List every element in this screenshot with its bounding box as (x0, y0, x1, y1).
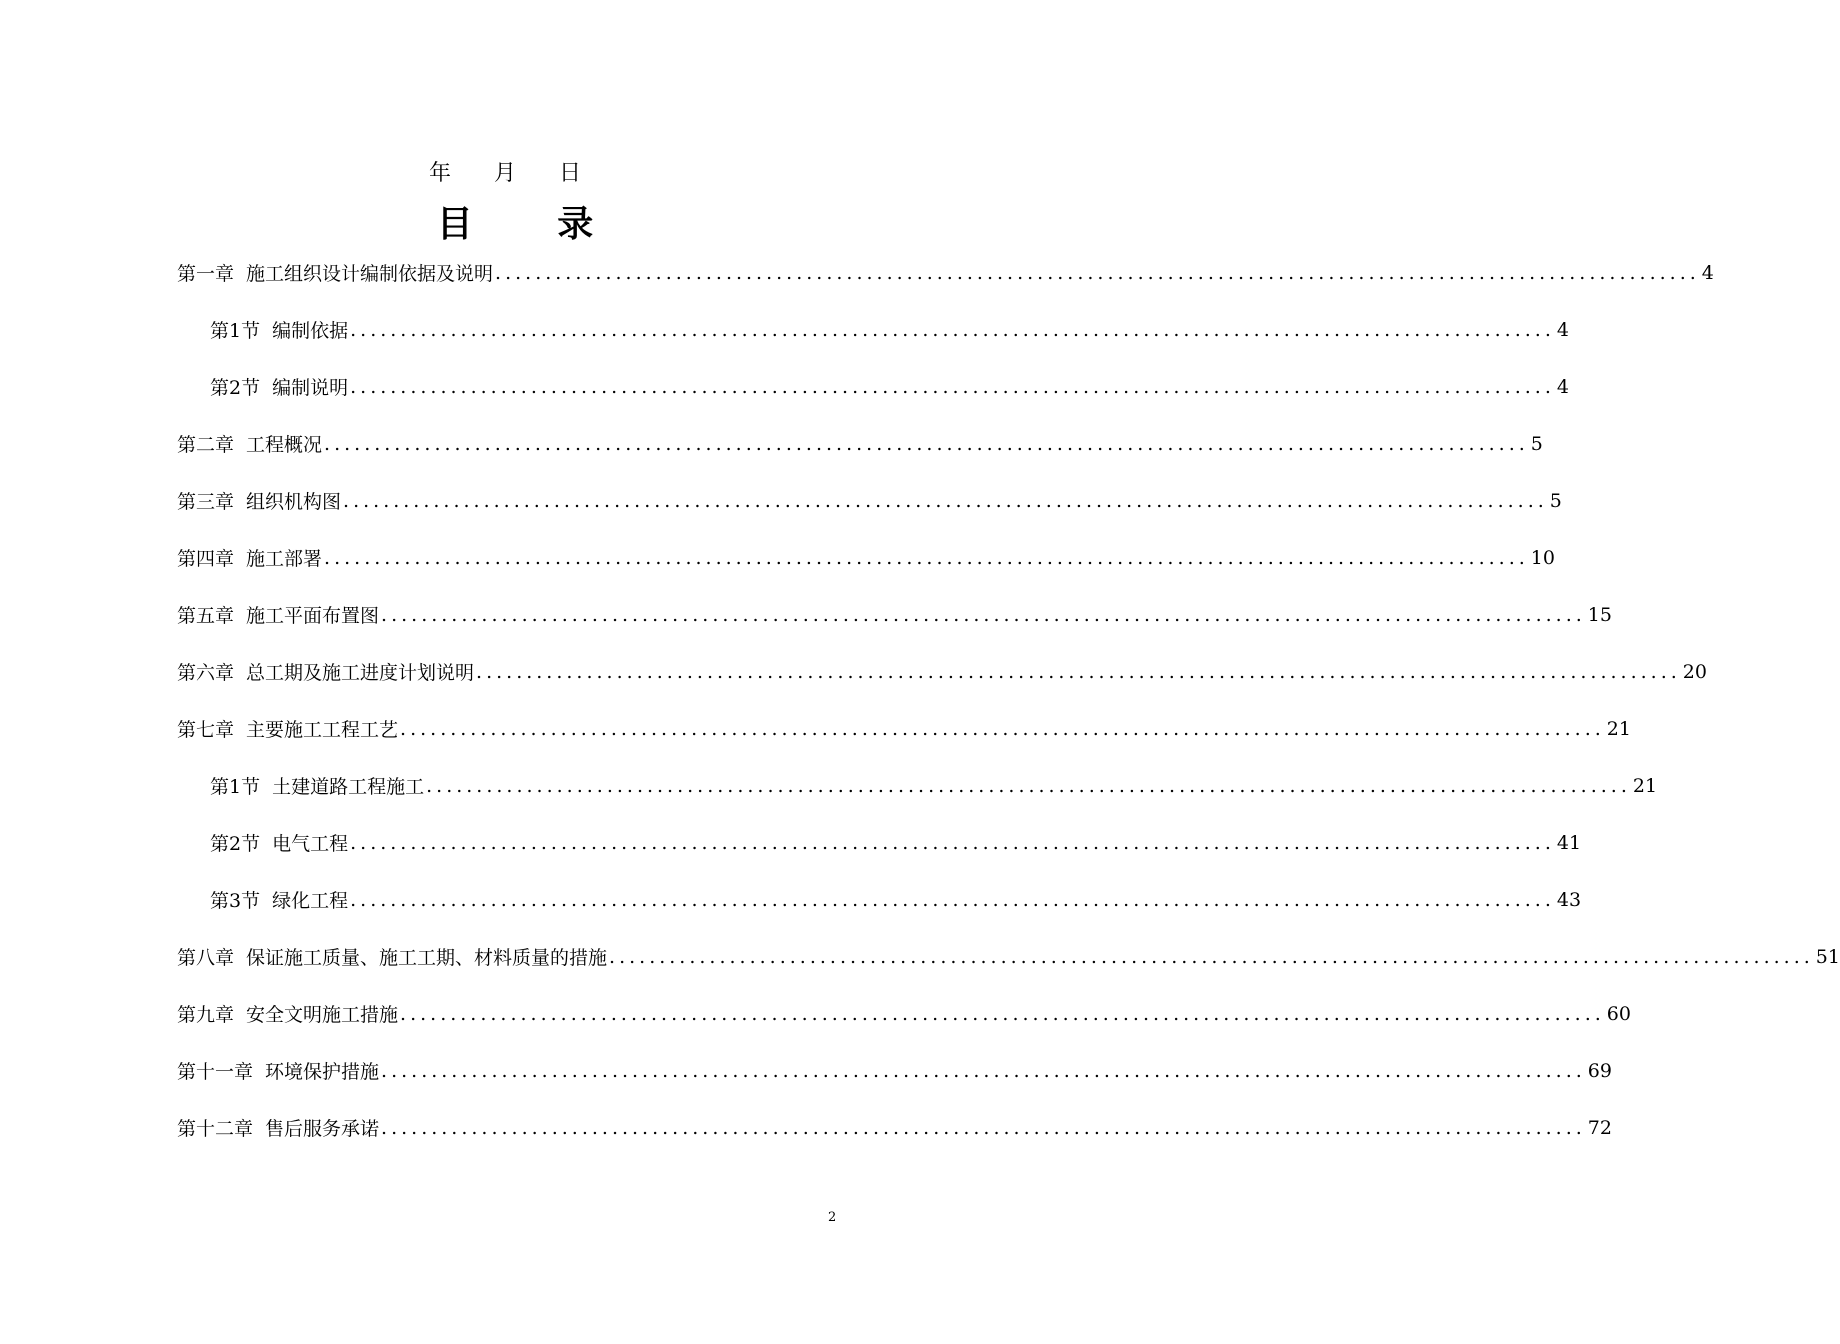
toc-entry[interactable] (177, 472, 1562, 529)
toc-dot-leader: ........................................................................................................................ (343, 489, 1548, 512)
toc-entry[interactable] (177, 643, 1707, 700)
toc-dot-leader: ........................................................................................................................ (495, 261, 1700, 284)
toc-entry-number: 第三章 (177, 491, 235, 513)
toc-entry-label (210, 316, 348, 343)
toc-entry-page: 60 (1606, 1002, 1631, 1025)
toc-entry-label (177, 601, 379, 628)
toc-entry-label (177, 658, 474, 685)
toc-entry-title: 组织机构图 (246, 491, 342, 513)
toc-entry[interactable] (177, 985, 1631, 1042)
toc-entry-page: 4 (1701, 261, 1714, 284)
toc-dot-leader: ........................................................................................................................ (350, 831, 1555, 854)
toc-entry[interactable] (177, 1099, 1612, 1156)
toc-entry-label (177, 1000, 398, 1027)
toc-entry-number: 第3节 (210, 890, 261, 912)
toc-entry-title: 编制说明 (272, 377, 349, 399)
toc-entry-number: 第四章 (177, 548, 235, 570)
date-day-label: 日 (559, 161, 582, 186)
toc-entry-label (177, 430, 322, 457)
toc-entry-label (177, 943, 607, 970)
toc-entry-number: 第二章 (177, 434, 235, 456)
toc-entry-page: 5 (1549, 489, 1562, 512)
toc-entry-page: 20 (1682, 660, 1707, 683)
toc-entry-title: 施工组织设计编制依据及说明 (246, 263, 494, 285)
toc-entry-page: 41 (1556, 831, 1582, 854)
toc-entry-number: 第1节 (210, 320, 261, 342)
toc-entry-title: 售后服务承诺 (265, 1118, 380, 1140)
toc-entry-number: 第一章 (177, 263, 235, 285)
toc-entry-title: 主要施工工程工艺 (246, 719, 399, 741)
toc-title (0, 196, 1030, 247)
toc-entry-label (177, 544, 322, 571)
toc-entry-number: 第2节 (210, 833, 261, 855)
toc-entry-label (210, 886, 348, 913)
toc-entry-number: 第六章 (177, 662, 235, 684)
toc-dot-leader: ........................................................................................................................ (426, 774, 1631, 797)
toc-dot-leader: ........................................................................................................................ (381, 1059, 1586, 1082)
toc-dot-leader: ........................................................................................................................ (381, 1116, 1586, 1139)
toc-entry-label (177, 487, 341, 514)
toc-entry-label (177, 259, 493, 286)
toc-entry[interactable] (177, 586, 1612, 643)
date-month-label: 月 (493, 161, 516, 186)
toc-dot-leader: ........................................................................................................................ (324, 546, 1529, 569)
toc-entry-label (177, 715, 398, 742)
toc-entry-number: 第十二章 (177, 1118, 254, 1140)
toc-entry-title: 保证施工质量、施工工期、材料质量的措施 (246, 947, 608, 969)
toc-dot-leader: ........................................................................................................................ (350, 318, 1555, 341)
toc-dot-leader: ........................................................................................................................ (400, 717, 1605, 740)
toc-entry-page: 72 (1587, 1116, 1612, 1139)
toc-dot-leader: ........................................................................................................................ (381, 603, 1586, 626)
toc-entry-page: 69 (1587, 1059, 1612, 1082)
toc-entry[interactable] (177, 757, 1658, 814)
toc-entry[interactable] (177, 700, 1631, 757)
toc-entry-page: 51 (1815, 945, 1840, 968)
date-line (0, 156, 1010, 187)
toc-entry-title: 电气工程 (272, 833, 349, 855)
toc-dot-leader: ........................................................................................................................ (350, 888, 1555, 911)
toc-entry-label (210, 829, 348, 856)
toc-entry[interactable] (177, 244, 1714, 301)
toc-entry-title: 安全文明施工措施 (246, 1004, 399, 1026)
toc-entry[interactable] (177, 358, 1569, 415)
toc-entry-label (210, 373, 348, 400)
toc-entry-title: 工程概况 (246, 434, 323, 456)
toc-dot-leader: ........................................................................................................................ (350, 375, 1555, 398)
toc-entry-label (177, 1114, 379, 1141)
toc-entry[interactable] (177, 928, 1840, 985)
table-of-contents (177, 244, 1840, 1156)
toc-entry[interactable] (177, 1042, 1612, 1099)
toc-entry-number: 第八章 (177, 947, 235, 969)
toc-entry-title: 施工部署 (246, 548, 323, 570)
toc-entry-number: 第2节 (210, 377, 261, 399)
toc-entry-title: 总工期及施工进度计划说明 (246, 662, 475, 684)
toc-entry-number: 第五章 (177, 605, 235, 627)
toc-dot-leader: ........................................................................................................................ (400, 1002, 1605, 1025)
toc-entry[interactable] (177, 301, 1569, 358)
toc-entry-title: 环境保护措施 (265, 1061, 380, 1083)
toc-dot-leader: ........................................................................................................................ (609, 945, 1814, 968)
toc-title-char-2: 录 (557, 204, 594, 245)
toc-entry-title: 施工平面布置图 (246, 605, 380, 627)
date-year-label: 年 (428, 161, 451, 186)
toc-entry[interactable] (177, 415, 1543, 472)
toc-entry-page: 21 (1606, 717, 1631, 740)
toc-entry-page: 10 (1530, 546, 1555, 569)
toc-entry[interactable] (177, 871, 1582, 928)
toc-dot-leader: ........................................................................................................................ (324, 432, 1529, 455)
toc-entry-label (177, 1057, 379, 1084)
toc-entry-title: 土建道路工程施工 (272, 776, 425, 798)
toc-title-char-1: 目 (436, 204, 473, 245)
toc-entry[interactable] (177, 814, 1582, 871)
toc-entry-page: 43 (1556, 888, 1582, 911)
toc-entry-title: 绿化工程 (272, 890, 349, 912)
toc-entry-page: 21 (1632, 774, 1658, 797)
toc-entry-number: 第七章 (177, 719, 235, 741)
toc-entry-page: 4 (1556, 318, 1569, 341)
toc-entry-title: 编制依据 (272, 320, 349, 342)
toc-entry-page: 5 (1530, 432, 1543, 455)
toc-dot-leader: ........................................................................................................................ (476, 660, 1681, 683)
toc-entry-label (210, 772, 424, 799)
toc-entry-page: 4 (1556, 375, 1569, 398)
page-number: 2 (828, 1210, 837, 1225)
toc-entry-number: 第1节 (210, 776, 261, 798)
toc-entry-page: 15 (1587, 603, 1612, 626)
toc-entry-number: 第十一章 (177, 1061, 254, 1083)
toc-entry-number: 第九章 (177, 1004, 235, 1026)
toc-entry[interactable] (177, 529, 1555, 586)
